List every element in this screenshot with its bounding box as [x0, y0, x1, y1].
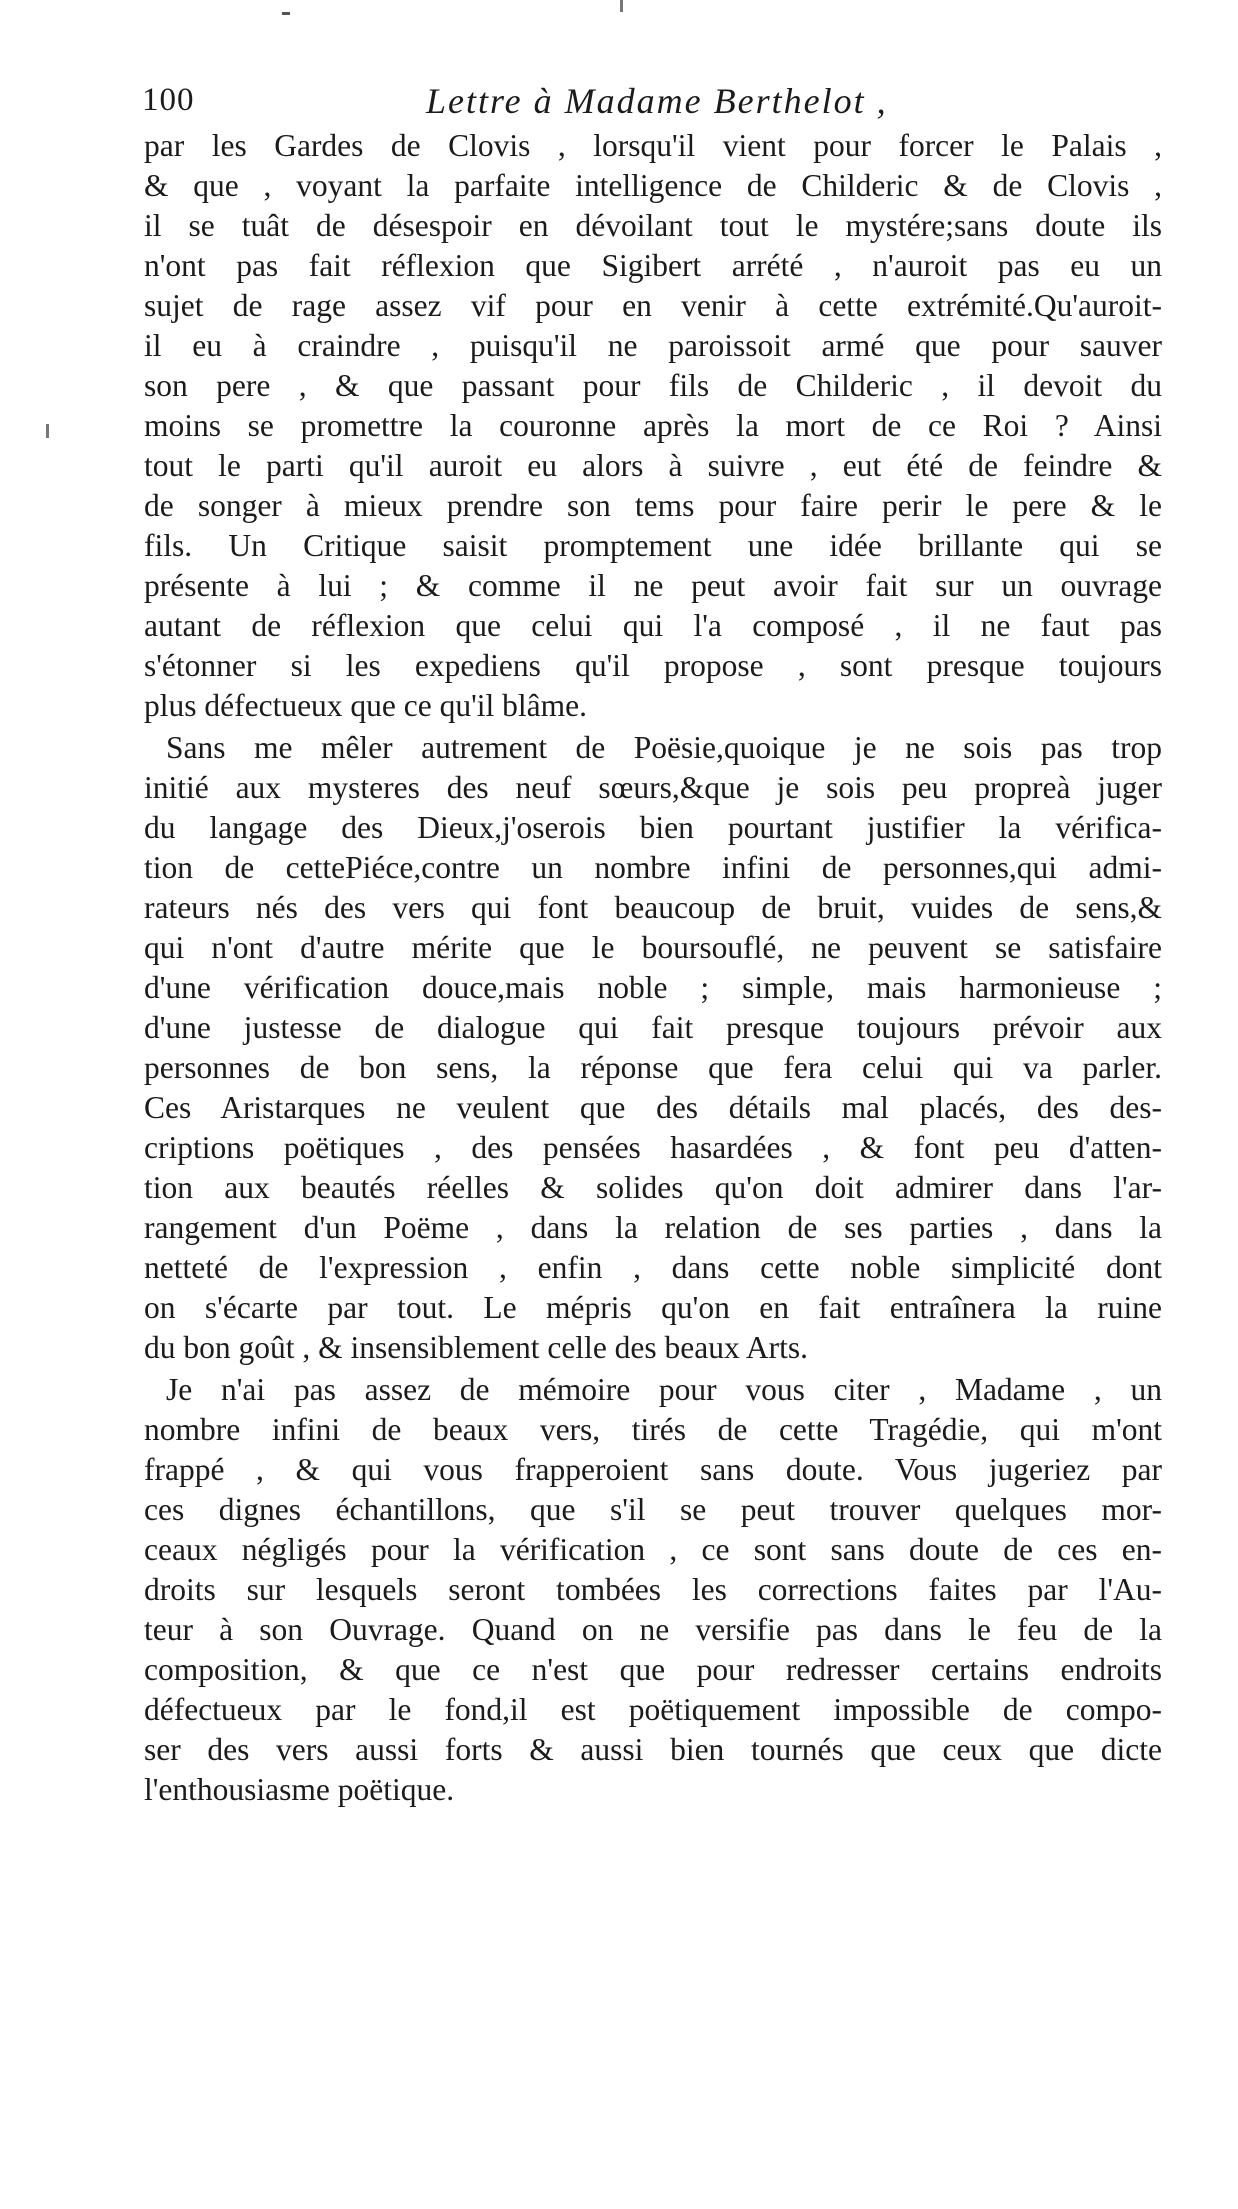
text-line: présente à lui ; & comme il ne peut avoir fait sur un ouvrage [144, 568, 1162, 603]
text-line: s'étonner si les expediens qu'il propose , sont presque toujours [144, 648, 1162, 683]
text-line: nombre infini de beaux vers, tirés de cette Tragédie, qui m'ont [144, 1412, 1162, 1447]
page-number: 100 [142, 82, 195, 118]
text-line: tion aux beautés réelles & solides qu'on doit admirer dans l'ar- [144, 1170, 1162, 1205]
text-line: Ces Aristarques ne veulent que des détails mal placés, des des- [144, 1090, 1162, 1125]
text-line: personnes de bon sens, la réponse que fera celui qui va parler. [144, 1050, 1162, 1085]
text-line: d'une vérification douce,mais noble ; simple, mais harmonieuse ; [144, 970, 1162, 1005]
text-line: tion de cettePiéce,contre un nombre infini de personnes,qui admi- [144, 850, 1162, 885]
text-line: d'une justesse de dialogue qui fait presque toujours prévoir aux [144, 1010, 1162, 1045]
text-line: netteté de l'expression , enfin , dans cette noble simplicité dont [144, 1250, 1162, 1285]
text-line: droits sur lesquels seront tombées les corrections faites par l'Au- [144, 1572, 1162, 1607]
ink-mark [620, 0, 623, 12]
text-line: ser des vers aussi forts & aussi bien tournés que ceux que dicte [144, 1732, 1162, 1767]
paragraph [144, 728, 1162, 1368]
text-line: il eu à craindre , puisqu'il ne paroissoit armé que pour sauver [144, 328, 1162, 363]
text-line: teur à son Ouvrage. Quand on ne versifie pas dans le feu de la [144, 1612, 1162, 1647]
text-line: Je n'ai pas assez de mémoire pour vous citer , Madame , un [166, 1372, 1162, 1407]
text-line: moins se promettre la couronne après la mort de ce Roi ? Ainsi [144, 408, 1162, 443]
text-line: rangement d'un Poëme , dans la relation de ses parties , dans la [144, 1210, 1162, 1245]
text-line: du bon goût , & insensiblement celle des beaux Arts. [144, 1330, 809, 1365]
running-head: Lettre à Madame Berthelot , [426, 81, 888, 121]
text-line: fils. Un Critique saisit promptement une idée brillante qui se [144, 528, 1162, 563]
text-line: initié aux mysteres des neuf sœurs,&que je sois peu propreà juger [144, 770, 1162, 805]
text-line: criptions poëtiques , des pensées hasardées , & font peu d'atten- [144, 1130, 1162, 1165]
text-line: il se tuât de désespoir en dévoilant tout le mystére;sans doute ils [144, 208, 1162, 243]
text-line: par les Gardes de Clovis , lorsqu'il vient pour forcer le Palais , [144, 128, 1162, 163]
paragraph [144, 1370, 1162, 1810]
text-line: ceaux négligés pour la vérification , ce sont sans doute de ces en- [144, 1532, 1162, 1567]
text-line: composition, & que ce n'est que pour redresser certains endroits [144, 1652, 1162, 1687]
text-line: on s'écarte par tout. Le mépris qu'on en fait entraînera la ruine [144, 1290, 1162, 1325]
page-header [142, 80, 1160, 128]
text-line: rateurs nés des vers qui font beaucoup de bruit, vuides de sens,& [144, 890, 1162, 925]
text-line: du langage des Dieux,j'oserois bien pourtant justifier la vérifica- [144, 810, 1162, 845]
paragraph [144, 126, 1162, 726]
body-text [144, 126, 1162, 1810]
text-line: frappé , & qui vous frapperoient sans doute. Vous jugeriez par [144, 1452, 1162, 1487]
text-line: & que , voyant la parfaite intelligence de Childeric & de Clovis , [144, 168, 1162, 203]
text-line: défectueux par le fond,il est poëtiquement impossible de compo- [144, 1692, 1162, 1727]
text-line: autant de réflexion que celui qui l'a composé , il ne faut pas [144, 608, 1162, 643]
ink-mark [46, 424, 49, 438]
text-line: plus défectueux que ce qu'il blâme. [144, 688, 588, 723]
text-line: Sans me mêler autrement de Poësie,quoique je ne sois pas trop [166, 730, 1162, 765]
text-line: l'enthousiasme poëtique. [144, 1772, 455, 1807]
ink-mark [282, 12, 290, 15]
text-line: tout le parti qu'il auroit eu alors à suivre , eut été de feindre & [144, 448, 1162, 483]
text-line: n'ont pas fait réflexion que Sigibert arrété , n'auroit pas eu un [144, 248, 1162, 283]
text-line: sujet de rage assez vif pour en venir à cette extrémité.Qu'auroit- [144, 288, 1162, 323]
text-line: de songer à mieux prendre son tems pour faire perir le pere & le [144, 488, 1162, 523]
text-line: ces dignes échantillons, que s'il se peut trouver quelques mor- [144, 1492, 1162, 1527]
text-line: son pere , & que passant pour fils de Childeric , il devoit du [144, 368, 1162, 403]
text-line: qui n'ont d'autre mérite que le boursouflé, ne peuvent se satisfaire [144, 930, 1162, 965]
